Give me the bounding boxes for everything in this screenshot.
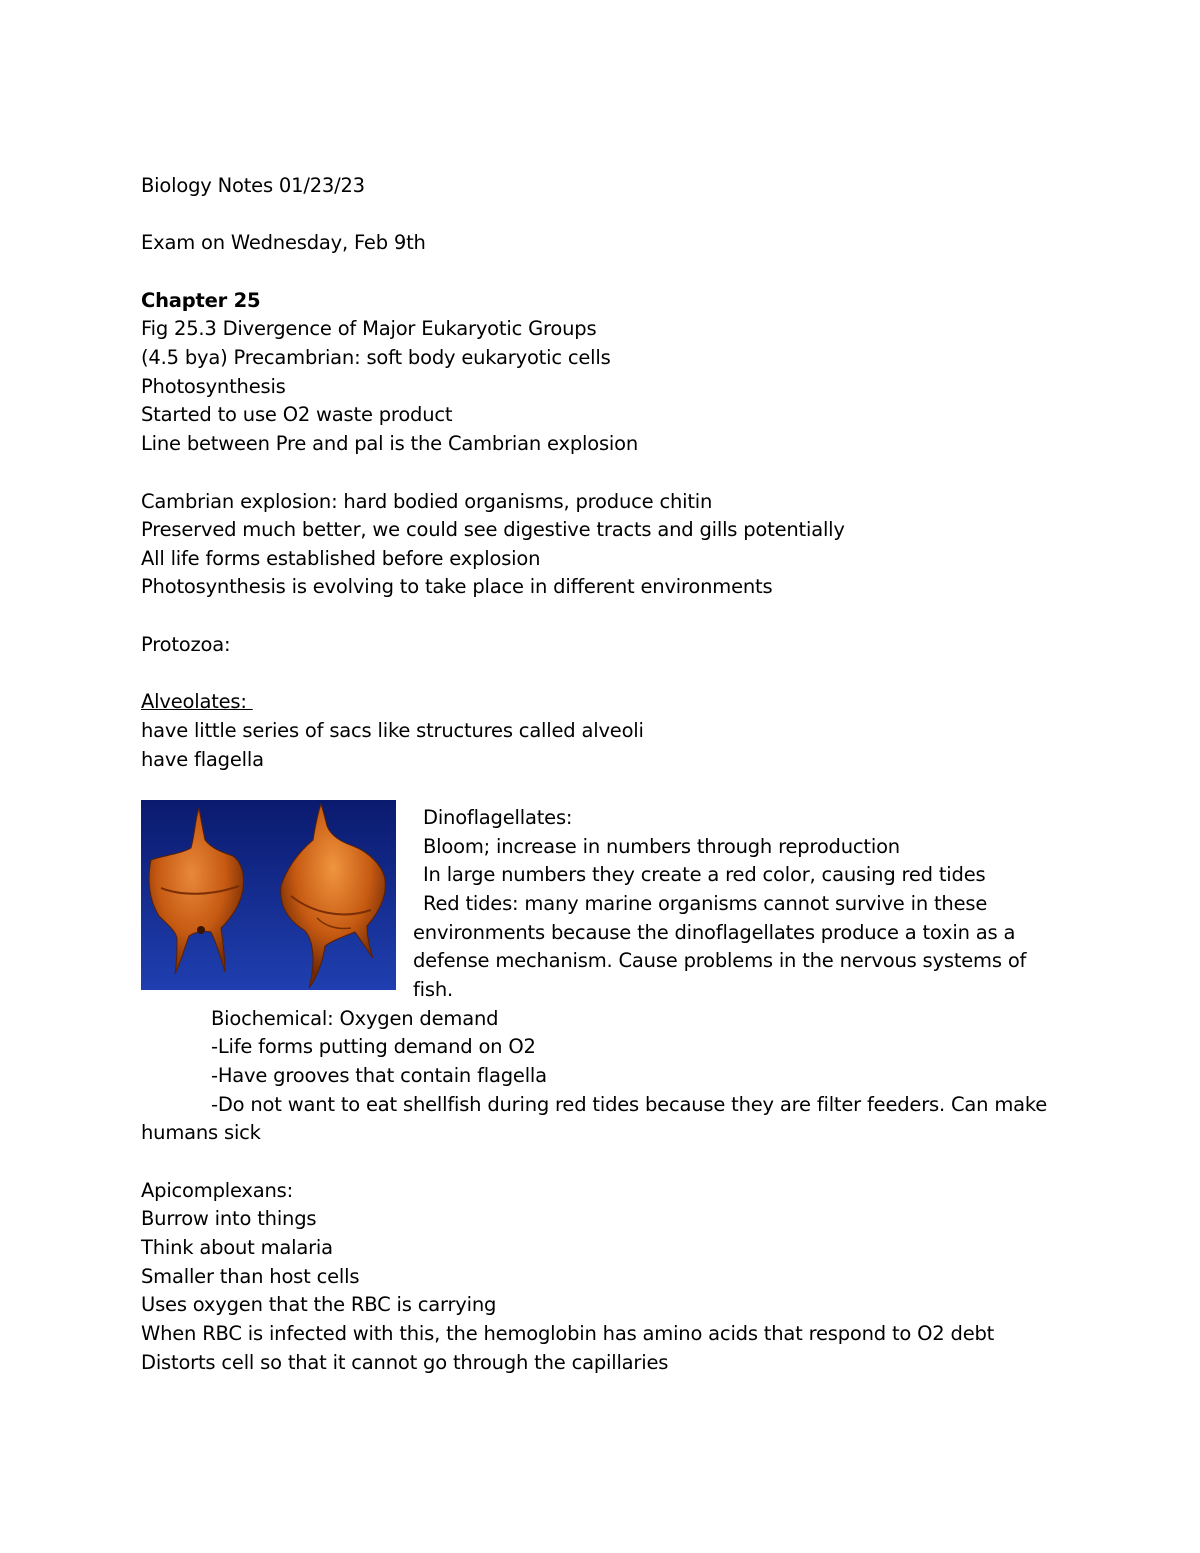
chapter-line: Photosynthesis [141,375,286,398]
chapter-line: Line between Pre and pal is the Cambrian explosion [141,432,639,455]
cambrian-line: Photosynthesis is evolving to take place in different environments [141,575,773,598]
dinoflagellates-heading: Dinoflagellates: [423,806,573,829]
biochemical-wrap-line: humans sick [141,1121,261,1144]
cambrian-line: Cambrian explosion: hard bodied organisms, produce chitin [141,490,713,513]
dinoflagellates-line: defense mechanism. Cause problems in the nervous systems of [413,949,1027,972]
apicomplexans-line: Burrow into things [141,1207,317,1230]
dinoflagellate-illustration-icon [141,800,396,990]
alveolates-line: have flagella [141,748,264,771]
biochemical-line: -Do not want to eat shellfish during red tides because they are filter feeders. Can make [211,1093,1048,1116]
cambrian-line: All life forms established before explosion [141,547,541,570]
exam-note: Exam on Wednesday, Feb 9th [141,231,426,254]
chapter-line: Started to use O2 waste product [141,403,453,426]
biochemical-line: Biochemical: Oxygen demand [211,1007,499,1030]
protozoa-heading: Protozoa: [141,633,231,656]
dinoflagellates-line: environments because the dinoflagellates produce a toxin as a [413,921,1016,944]
chapter-line: Fig 25.3 Divergence of Major Eukaryotic Groups [141,317,597,340]
apicomplexans-line: When RBC is infected with this, the hemoglobin has amino acids that respond to O2 debt [141,1322,995,1345]
apicomplexans-line: Uses oxygen that the RBC is carrying [141,1293,497,1316]
apicomplexans-heading: Apicomplexans: [141,1179,294,1202]
dinoflagellates-line: fish. [413,978,453,1001]
dinoflagellates-line: In large numbers they create a red color, causing red tides [423,863,986,886]
apicomplexans-line: Distorts cell so that it cannot go through the capillaries [141,1351,669,1374]
apicomplexans-line: Think about malaria [141,1236,333,1259]
apicomplexans-line: Smaller than host cells [141,1265,360,1288]
biochemical-line: -Have grooves that contain flagella [211,1064,547,1087]
chapter-line: (4.5 bya) Precambrian: soft body eukaryotic cells [141,346,611,369]
dinoflagellates-line: Red tides: many marine organisms cannot survive in these [423,892,988,915]
chapter-heading: Chapter 25 [141,289,261,312]
document-title: Biology Notes 01/23/23 [141,174,365,197]
alveolates-line: have little series of sacs like structures called alveoli [141,719,644,742]
cambrian-line: Preserved much better, we could see digestive tracts and gills potentially [141,518,845,541]
alveolates-heading: Alveolates: [141,690,253,713]
dinoflagellates-line: Bloom; increase in numbers through reproduction [423,835,900,858]
biochemical-line: -Life forms putting demand on O2 [211,1035,536,1058]
